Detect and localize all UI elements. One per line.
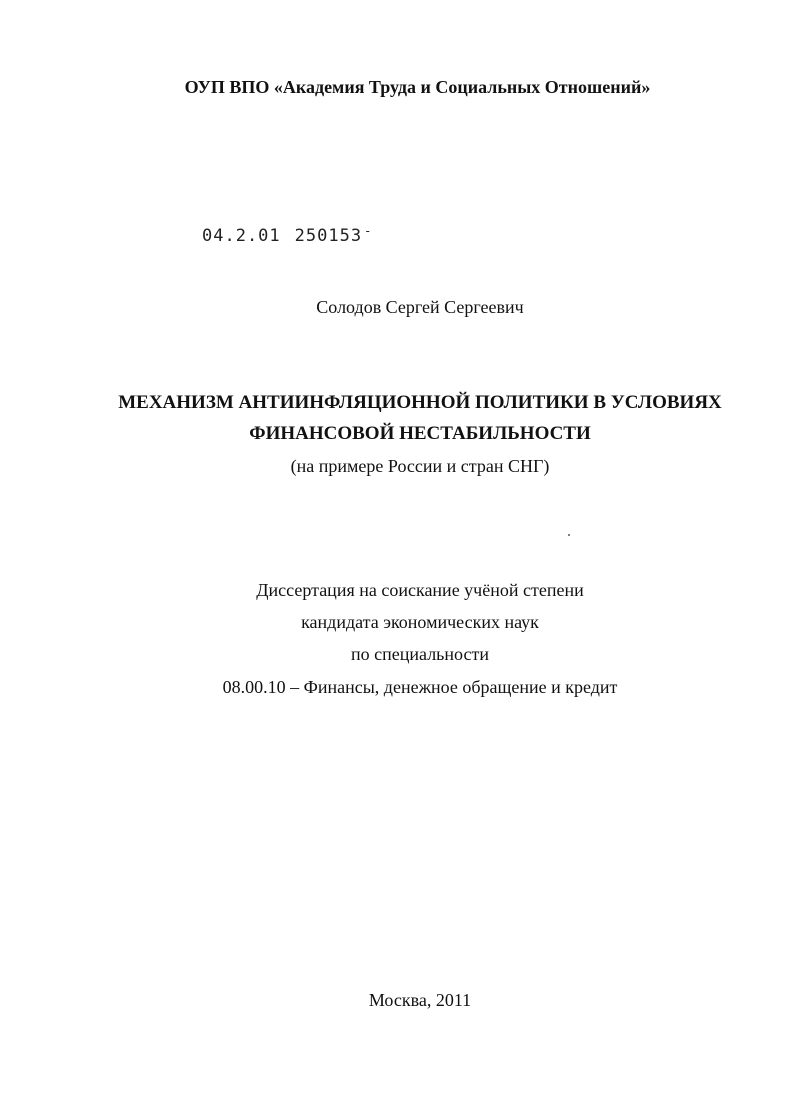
place-and-year: Москва, 2011 xyxy=(368,990,472,1010)
dissertation-specialty: 08.00.10 – Финансы, денежное обращение и кредит xyxy=(222,677,618,697)
registration-code-mark: - xyxy=(364,224,373,238)
thesis-title-line-2: ФИНАНСОВОЙ НЕСТАБИЛЬНОСТИ xyxy=(249,423,591,444)
registration-code-part2: 250153 xyxy=(294,226,363,246)
scan-speck xyxy=(568,534,570,536)
registration-code xyxy=(202,224,372,246)
dissertation-line-1: Диссертация на соискание учёной степени xyxy=(256,580,584,600)
dissertation-line-2: кандидата экономических наук xyxy=(301,612,539,632)
author-name: Солодов Сергей Сергеевич xyxy=(316,297,524,317)
institution-name: ОУП ВПО «Академия Труда и Социальных Отношений» xyxy=(184,77,651,97)
dissertation-line-3: по специальности xyxy=(351,644,489,664)
thesis-subtitle: (на примере России и стран СНГ) xyxy=(290,456,550,476)
registration-code-part1: 04.2.01 xyxy=(202,226,281,246)
thesis-title-line-1: МЕХАНИЗМ АНТИИНФЛЯЦИОННОЙ ПОЛИТИКИ В УСЛОВИЯХ xyxy=(118,392,722,413)
